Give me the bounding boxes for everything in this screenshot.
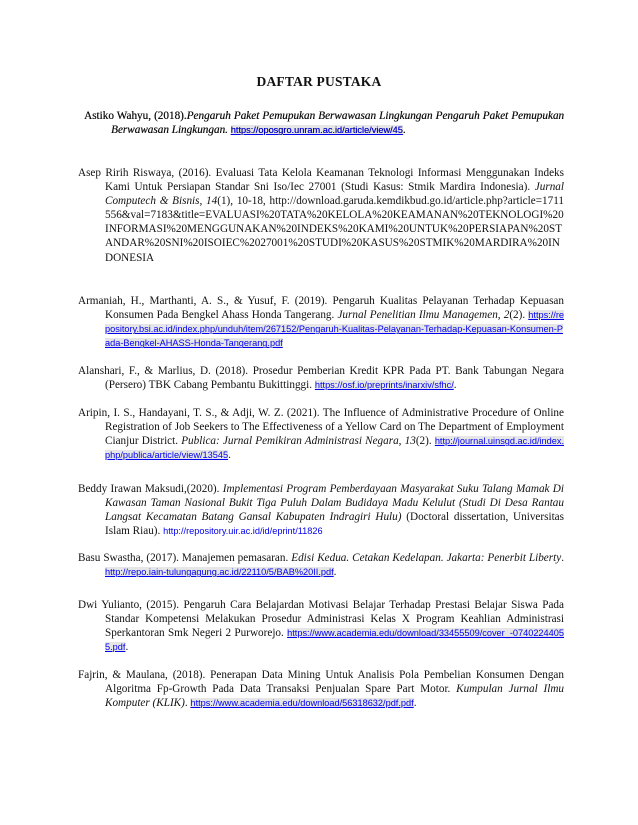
reference-details: (1), 10-18, bbox=[217, 195, 266, 208]
reference-title: Pengaruh Paket Pemupukan Berwawasan Lingkungan Pengaruh Paket Pemupukan Berwawasan Lingkungan. bbox=[111, 110, 565, 137]
reference-authors: Astiko Wahyu, (2018). bbox=[84, 110, 187, 122]
reference-authors: Alanshari, F., & Marlius, D. (2018). Prosedur Pemberian Kredit KPR Pada PT. Bank Tabungan Negara (Persero) TBK Cabang Pembantu Bukittinggi. bbox=[78, 365, 564, 392]
reference-authors: Fajrin, & Maulana, (2018). Penerapan Data Mining Untuk Analisis Pola Pembelian Konsumen Dengan Algoritma Fp-Growth Pada Data Transaksi Penjualan Spare Part Motor. bbox=[78, 669, 564, 696]
reference-authors: Dwi Yulianto, (2015). Pengaruh Cara Belajardan Motivasi Belajar Terhadap Prestasi Belajar Siswa Pada Standar Kompetensi Melakukan Prosedur Administrasi Kelas X Program Keahlian Administrasi Sperkantoran Smk Negeri 2 Purworejo. bbox=[78, 599, 564, 640]
reference-authors: Armaniah, H., Marthanti, A. S., & Yusuf, F. (2019). Pengaruh Kualitas Pelayanan Terhadap Kepuasan Konsumen Pada Bengkel Ahass Honda Tangerang. bbox=[78, 295, 564, 322]
reference-authors: Aripin, I. S., Handayani, T. S., & Adji, W. Z. (2021). The Influence of Administrative Procedure of Online Registration of Job Seekers to The Effectiveness of a Yellow Card on The Department of Employment Cianjur District. bbox=[78, 407, 564, 448]
reference-entry bbox=[78, 482, 564, 538]
reference-authors: Asep Ririh Riswaya, (2016). Evaluasi Tata Kelola Keamanan Teknologi Informasi Menggunakan Indeks Kami Untuk Persiapan Standar Sni Iso/Iec 27001 (Studi Kasus: Stmik Mardira Indonesia). bbox=[78, 167, 564, 194]
reference-entry bbox=[84, 109, 564, 137]
reference-entry bbox=[78, 551, 564, 579]
reference-link[interactable]: http://repository.uir.ac.id/id/eprint/11826 bbox=[163, 526, 323, 537]
reference-title: Publica: Jurnal Pemikiran Administrasi Negara, 13 bbox=[181, 435, 416, 448]
reference-punct: . bbox=[125, 641, 129, 654]
reference-link[interactable]: https://oposgro.unram.ac.id/article/view/45 bbox=[230, 125, 403, 136]
reference-title: Jurnal Computech & Bisnis, 14 bbox=[105, 181, 564, 208]
reference-details: (2). bbox=[509, 309, 526, 322]
reference-entry bbox=[78, 598, 564, 654]
reference-entry bbox=[78, 364, 564, 392]
reference-punct: . bbox=[413, 697, 417, 710]
reference-entry bbox=[78, 406, 564, 462]
page-title: DAFTAR PUSTAKA bbox=[256, 74, 382, 89]
reference-url[interactable]: http://download.garuda.kemdikbud.go.id/article.php?article=1711556&val=7183&title=EVALUASI%20TATA%20KELOLA%20KEAMANAN%20TEKNOLOGI%20INFORMASI%20MENGGUNAKAN%20INDEKS%20KAMI%20UNTUK%20PERSIAPAN%20STANDAR%20SNI%20ISOIEC%2027001%20STUDI%20KASUS%20STMIK%20MARDIRA%20INDONESIA bbox=[105, 195, 564, 264]
reference-authors: Beddy Irawan Maksudi,(2020). bbox=[78, 483, 220, 495]
reference-link[interactable]: https://www.academia.edu/download/56318632/pdf.pdf bbox=[190, 698, 414, 709]
reference-authors: Basu Swastha, (2017). Manajemen pemasaran. bbox=[78, 552, 289, 564]
reference-details: (2). bbox=[415, 435, 432, 448]
reference-details: . bbox=[184, 697, 188, 710]
reference-title: Kumpulan Jurnal Ilmu Komputer (KLIK) bbox=[105, 683, 564, 710]
reference-title: Implementasi Program Pemberdayaan Masyarakat Suku Talang Mamak Di Kawasan Taman Nasional Bukit Tiga Puluh Dalam Budidaya Madu Kelulut (Studi Di Desa Rantau Langsat Kecamatan Batang Gansal Kabupaten Indragiri Hulu) bbox=[105, 483, 564, 524]
reference-title: Jurnal Penelitian Ilmu Managemen, 2 bbox=[337, 309, 510, 322]
reference-entry bbox=[78, 166, 564, 265]
reference-link[interactable]: https://osf.io/preprints/inarxiv/sfhc/ bbox=[314, 380, 454, 391]
reference-link[interactable]: http://repo.iain-tulungagung.ac.id/22110/5/BAB%20II.pdf bbox=[105, 567, 334, 578]
reference-title: Edisi Kedua. Cetakan Kedelapan. Jakarta: Penerbit Liberty bbox=[291, 552, 562, 564]
reference-punct: . bbox=[402, 124, 406, 137]
reference-punct: . bbox=[228, 449, 231, 462]
reference-link[interactable]: http://journal.uinsgd.ac.id/index.php/publica/article/view/13545 bbox=[105, 436, 565, 461]
reference-link[interactable]: https://www.academia.edu/download/33455509/cover_-07402244055.pdf bbox=[105, 628, 564, 653]
reference-punct: . bbox=[453, 379, 457, 392]
reference-entry bbox=[78, 294, 564, 350]
reference-entry bbox=[78, 668, 564, 710]
reference-details: (Doctoral dissertation, Universitas Islam Riau). bbox=[105, 511, 564, 538]
reference-details: . bbox=[561, 552, 564, 564]
reference-link[interactable]: https://repository.bsi.ac.id/index.php/unduh/item/267152/Pengaruh-Kualitas-Pelayanan-Terhadap-Kepuasan-Konsumen-Pada-Bengkel-AHASS-Honda-Tangerang.pdf bbox=[105, 310, 565, 349]
reference-punct: . bbox=[333, 566, 337, 579]
